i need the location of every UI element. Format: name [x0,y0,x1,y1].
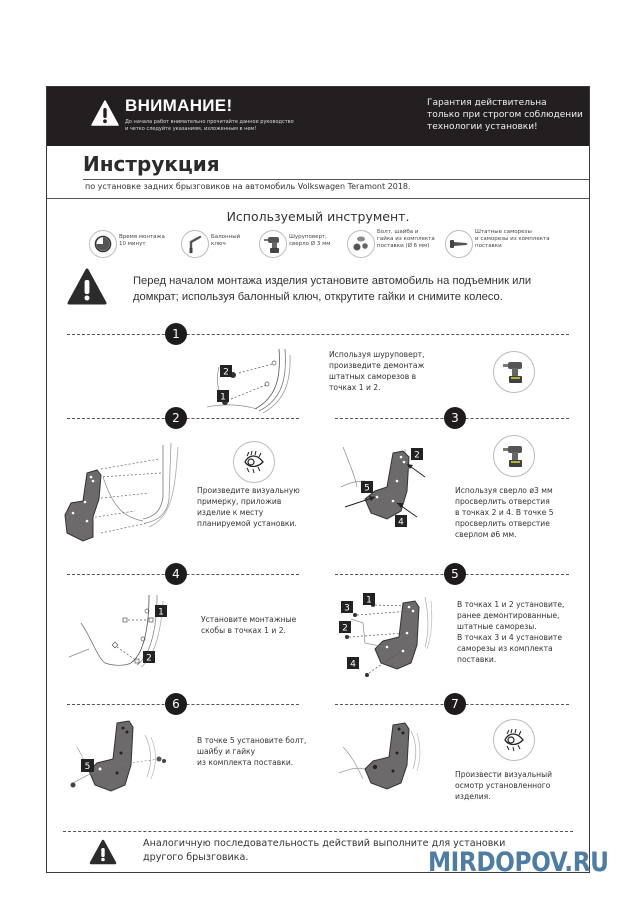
point-label: 1 [158,607,164,618]
warning-triangle-icon [89,839,117,865]
step-line: планируемой установки. [197,519,297,528]
step-line: саморезы из комплекта [457,644,553,653]
step-line: шайбу и гайку [197,747,256,756]
step-line: штатные саморезы. [457,622,537,631]
step-line: сверлом ø6 мм. [455,530,517,539]
step-line: Используя шуруповерт, [329,350,425,359]
step-line: изделие к месту [197,508,264,517]
drill-icon [493,435,535,477]
point-label: 5 [364,483,370,494]
footer-divider [63,831,573,832]
point-label: 2 [223,367,229,378]
instruction-sheet [46,86,590,873]
tool-label: и саморезы из комплекта [475,236,550,242]
step-line: просверлить отверстие [455,519,550,528]
step-line: произведите демонтаж [329,361,425,370]
warning-triangle-icon [91,100,119,126]
step-line: Произвести визуальный [455,770,553,779]
guarantee-notice [427,97,583,133]
step-line: скобы в точках 1 и 2. [201,626,286,635]
footer-line: другого брызговика. [143,852,249,863]
step-1-text [329,349,424,393]
tool-label: 10 минут [119,241,146,247]
step-number-4: 4 [165,563,187,585]
point-label: 2 [414,450,420,461]
wrench-icon [181,230,209,258]
warning-line: Перед началом монтажа изделия установите автомобиль на подъемник или [133,275,532,287]
point-label: 1 [366,595,372,606]
tool-label: сверло Ø 3 мм [289,241,331,247]
step-line: ранее демонтированные, [457,611,560,620]
title-divider [83,179,589,180]
tool-label: поставки (Ø 6 мм) [377,243,430,249]
drill-icon [493,351,535,393]
step-line: из комплекта поставки. [197,758,294,767]
step-line: Используя сверло ø3 мм [455,486,553,495]
step-number-5: 5 [444,563,466,585]
guarantee-line: только при строгом соблюдении [427,110,583,120]
step-5-diagram [337,593,449,685]
watermark: MIRDOPOV.RU [428,847,609,878]
step-7-diagram [335,717,435,797]
section-divider [47,198,589,199]
step-7-text [455,769,552,802]
warning-triangle-icon [67,267,107,307]
warning-line: домкрат; используя балонный ключ, открутите гайки и снимите колесо. [133,291,503,303]
step-3-diagram [335,437,445,537]
step-4-diagram [67,593,177,673]
footer-line: Аналогичную последовательность действий выполните для установки [143,838,506,849]
step-number-1: 1 [165,323,187,345]
point-label: 3 [344,603,350,614]
point-label: 4 [398,517,404,528]
step-1-diagram [197,347,307,417]
point-label: 5 [84,762,91,772]
tools-title: Используемый инструмент. [226,209,410,224]
guarantee-line: технологии установки! [427,122,538,132]
step-5-text [457,599,564,665]
attention-header [47,87,589,146]
step-line: Произведите визуальную [197,486,300,495]
step-6-diagram [67,717,177,797]
eye-icon [493,719,535,761]
step-line: просверлить отверстия [455,497,550,506]
step-4-text [201,614,296,636]
attention-subtitle-line: и четко следуйте указаниям, изложенным в нем! [125,126,257,132]
step-number-7: 7 [444,693,466,715]
pre-installation-warning [133,273,531,305]
step-6-text [197,735,306,768]
step-line: штатных саморезов в [329,372,417,381]
tools-list [47,230,589,260]
step-number-3: 3 [444,407,466,429]
eye-icon [233,441,275,483]
point-label: 4 [350,659,356,670]
tool-label: Штатные саморезы [475,229,532,235]
point-label: 2 [146,653,152,664]
screw-icon [445,230,473,258]
tool-label: Балонный [211,234,241,240]
step-line: поставки. [457,655,497,664]
tool-label: ключ [211,241,226,247]
step-divider [67,334,569,335]
guarantee-line: Гарантия действительна [427,98,547,108]
bolt-nut-icon [347,230,375,258]
step-2-diagram [63,437,189,547]
title-block [47,146,589,198]
tool-label: Болт, шайба и [377,229,419,235]
step-line: в точках 2 и 4. В точке 5 [455,508,554,517]
step-3-text [455,485,554,540]
clock-icon [89,230,117,258]
step-line: осмотр установленного [455,781,551,790]
tool-label: гайка из комплекта [377,236,435,242]
attention-title: ВНИМАНИЕ! [125,96,233,115]
drill-icon [259,230,287,258]
point-label: 2 [342,623,348,634]
document-subtitle: по установке задних брызговиков на автомобиль Volkswagen Teramont 2018. [85,182,411,191]
step-line: Установите монтажные [201,615,297,624]
step-number-2: 2 [165,407,187,429]
step-line: примерку, приложив [197,497,282,506]
step-number-6: 6 [165,693,187,715]
attention-subtitle-line: До начала работ внимательно прочитайте данное руководство [125,119,294,125]
step-line: изделия. [455,792,491,801]
point-label: 1 [220,392,226,403]
step-line: В точках 3 и 4 установите [457,633,563,642]
tool-label: Время монтажа [119,234,165,240]
tool-label: Шуруповерт, [289,234,327,240]
step-line: точках 1 и 2. [329,383,381,392]
document-title: Инструкция [83,152,220,176]
step-line: В точках 1 и 2 установите, [457,600,565,609]
step-2-text [197,485,300,529]
step-line: В точке 5 установите болт, [197,736,307,745]
attention-subtitle [125,119,294,133]
tool-label: поставки [475,243,502,249]
